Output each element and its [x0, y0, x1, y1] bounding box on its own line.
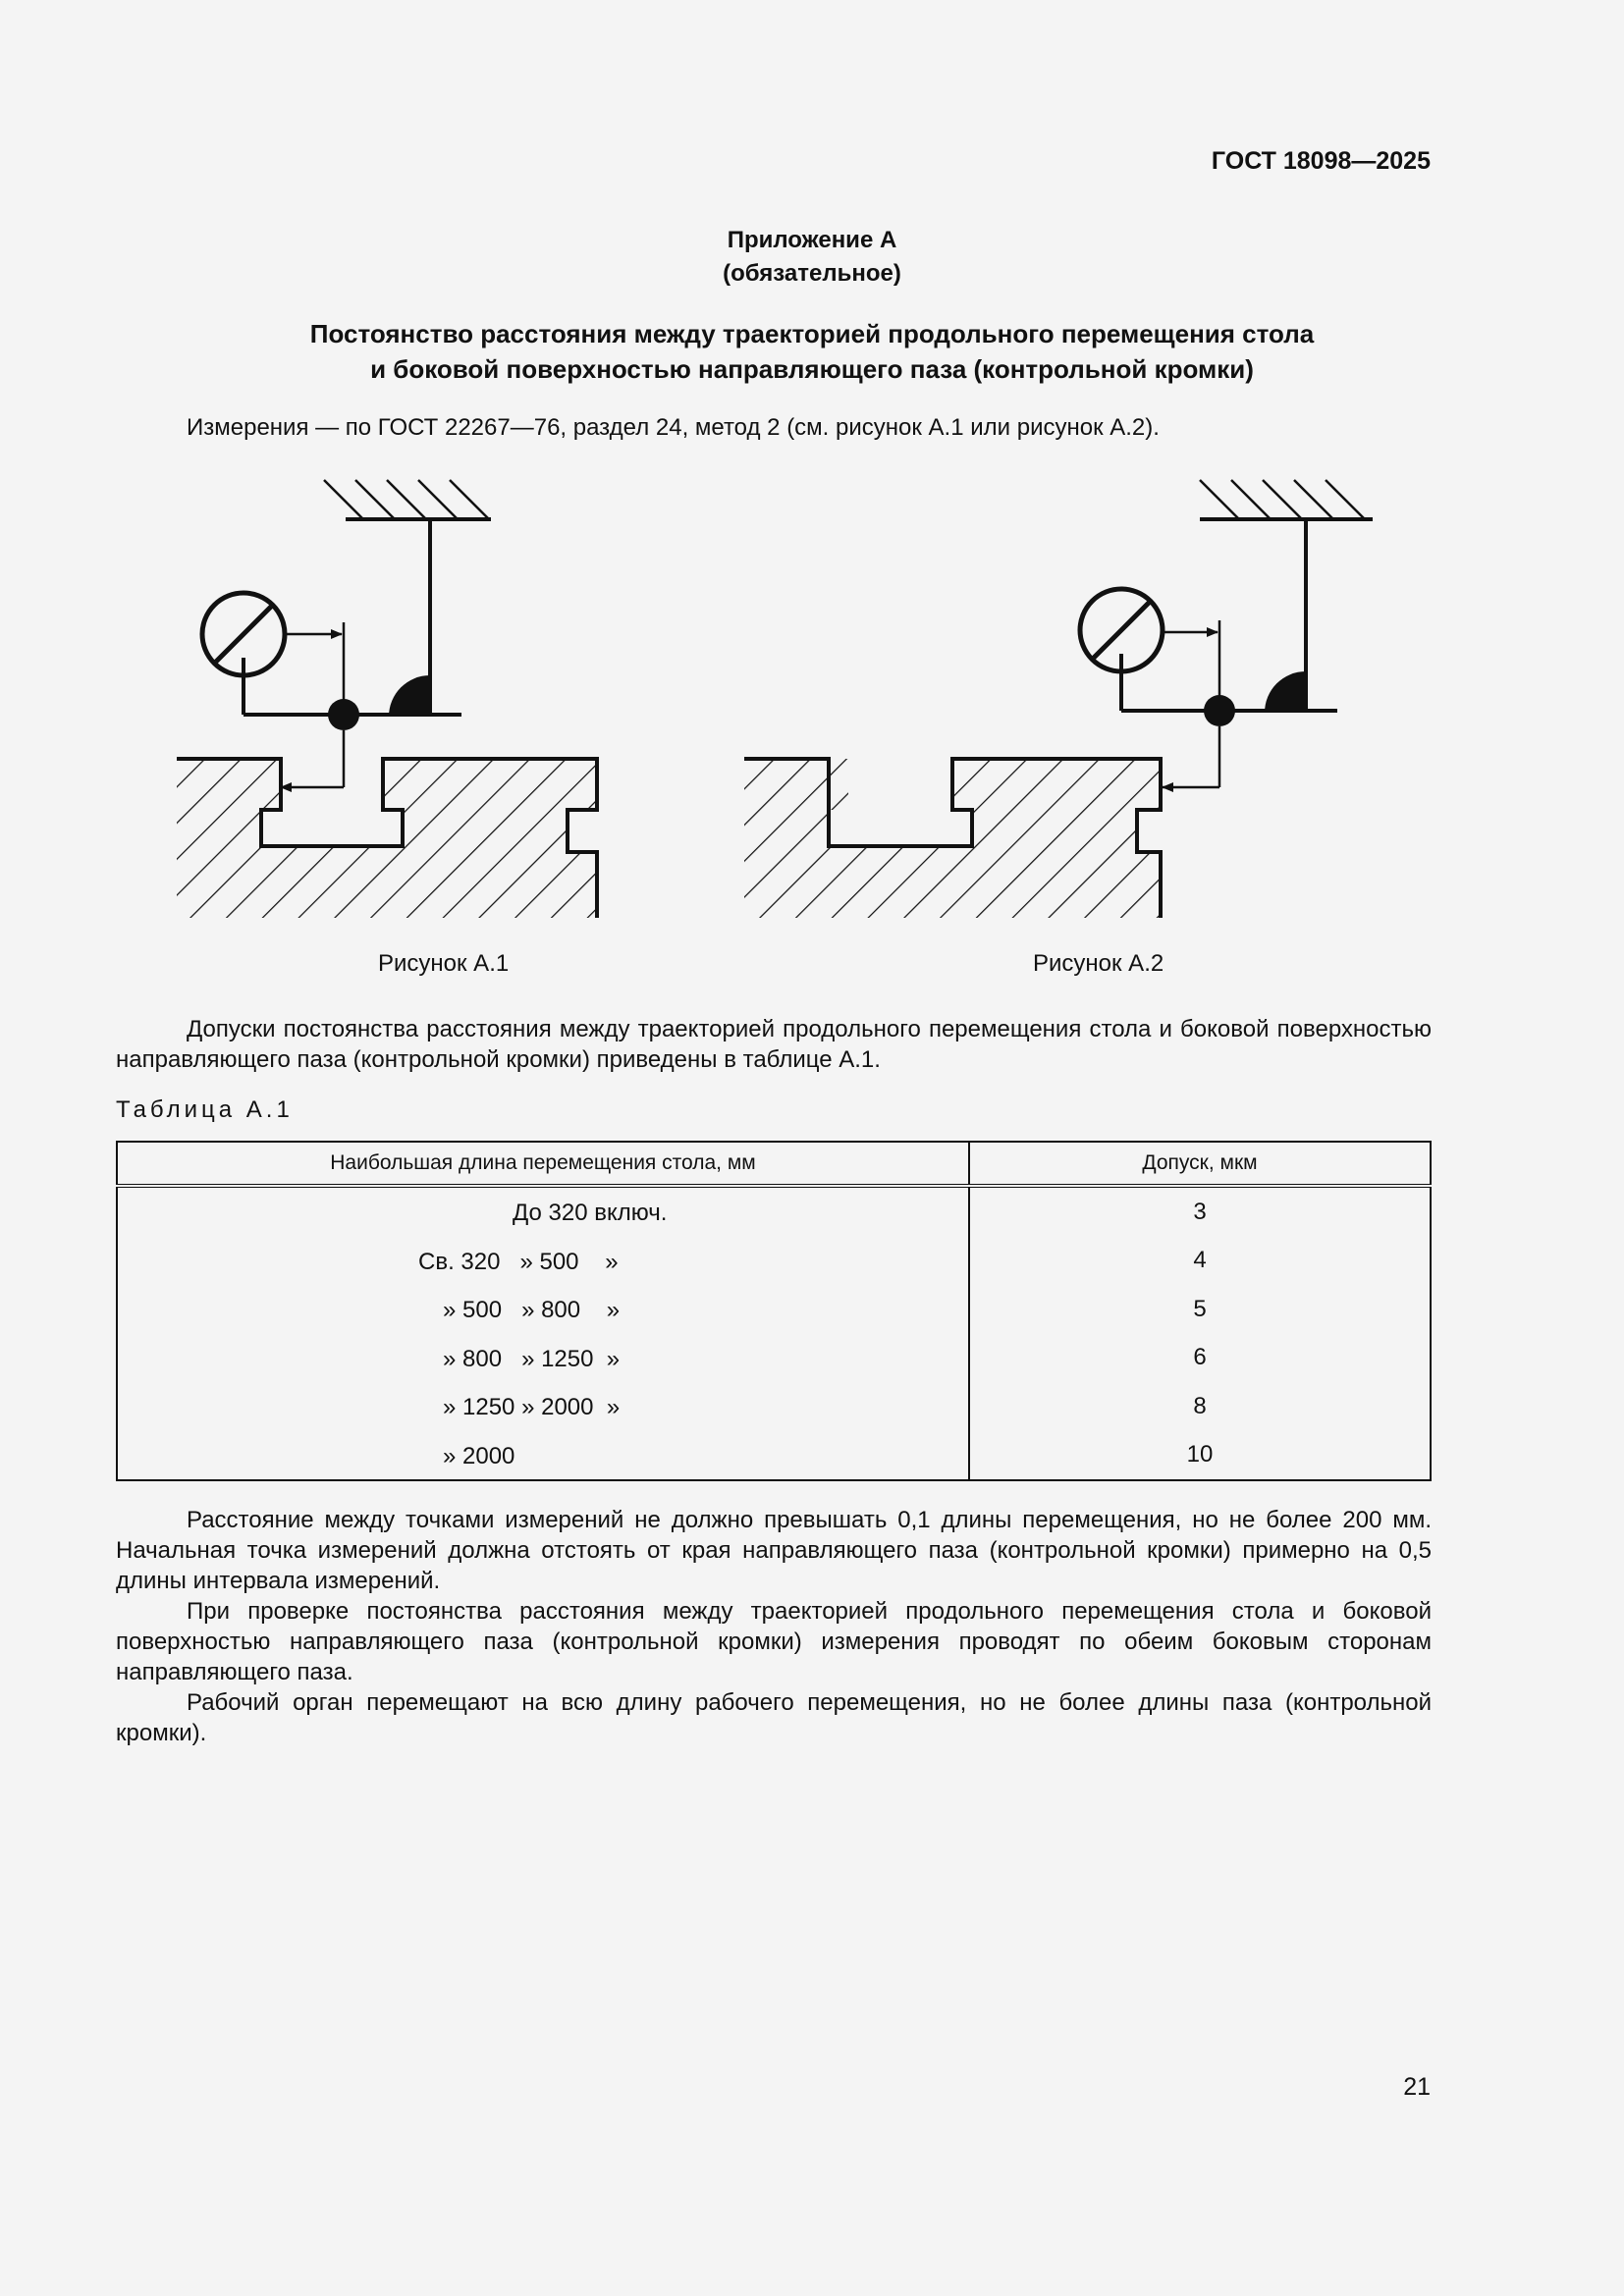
annex-title: Приложение А	[727, 227, 897, 253]
body-paragraph: Рабочий орган перемещают на всю длину рабочего перемещения, но не более длины паза (контрольной кромки).	[116, 1689, 1432, 1746]
body-paragraph: Расстояние между точками измерений не должно превышать 0,1 длины перемещения, но не более 200 мм. Начальная точка измерений должна отстоять от края направляющего паза (контрольной кромки) примерно на 0,5 длины интервала измерений.	[116, 1507, 1432, 1594]
pivot-point	[328, 699, 359, 730]
body-paragraph: При проверке постоянства расстояния между траекторией продольного перемещения стола и боковой поверхностью направляющего паза (контрольной кромки) измерения проводят по обеим боковым сторонам направляющего паза.	[116, 1598, 1432, 1685]
header-tolerance: Допуск, мкм	[969, 1142, 1431, 1186]
length-cell	[117, 1186, 969, 1237]
length-cell	[117, 1285, 969, 1334]
length-value: » 2000	[443, 1442, 515, 1469]
section-title-line-2: и боковой поверхностью направляющего паза (контрольной кромки)	[370, 354, 1254, 384]
figure-a2-caption: Рисунок А.2	[1033, 950, 1164, 977]
pivot-point	[1204, 695, 1235, 726]
figure-a1-diagram	[167, 471, 619, 923]
table-row	[117, 1431, 1431, 1481]
tolerance-paragraph: Допуски постоянства расстояния между траекторией продольного перемещения стола и боковой поверхностью направляющего паза (контрольной кромки) приведены в таблице А.1.	[116, 1016, 1432, 1073]
length-value: » 500 » 800 »	[443, 1297, 621, 1323]
length-cell	[117, 1334, 969, 1383]
tolerance-value: 10	[969, 1431, 1431, 1481]
table-row	[117, 1285, 1431, 1334]
fixed-support	[1200, 480, 1373, 519]
table-header-row	[117, 1142, 1431, 1186]
square-marker	[1265, 671, 1306, 713]
intro-paragraph: Измерения — по ГОСТ 22267—76, раздел 24, метод 2 (см. рисунок А.1 или рисунок А.2).	[187, 414, 1160, 441]
length-value: Св. 320 » 500 »	[418, 1248, 619, 1275]
table-row	[117, 1237, 1431, 1286]
length-cell	[117, 1431, 969, 1481]
table-row	[117, 1334, 1431, 1383]
figure-a1-caption: Рисунок А.1	[378, 950, 510, 977]
fixed-support	[324, 480, 491, 519]
annex-status: (обязательное)	[723, 260, 901, 287]
square-marker	[389, 675, 430, 717]
length-cell	[117, 1237, 969, 1286]
tolerance-value: 4	[969, 1237, 1431, 1286]
tolerance-table	[116, 1141, 1432, 1481]
section-title	[0, 316, 1624, 387]
tolerance-value: 5	[969, 1285, 1431, 1334]
length-value: » 800 » 1250 »	[443, 1345, 621, 1372]
figure-a2-diagram	[736, 471, 1375, 923]
section-title-line-1: Постоянство расстояния между траекторией продольного перемещения стола	[309, 319, 1315, 348]
standard-number: ГОСТ 18098—2025	[1211, 147, 1431, 175]
length-cell	[117, 1382, 969, 1431]
table-row	[117, 1382, 1431, 1431]
page-number: 21	[1403, 2073, 1431, 2101]
annex-heading	[0, 224, 1624, 291]
header-length: Наибольшая длина перемещения стола, мм	[117, 1142, 969, 1186]
tolerance-value: 3	[969, 1186, 1431, 1237]
table-section	[177, 759, 597, 918]
tolerance-value: 8	[969, 1382, 1431, 1431]
table-row	[117, 1186, 1431, 1237]
tolerance-value: 6	[969, 1334, 1431, 1383]
length-value: До 320 включ.	[513, 1200, 668, 1226]
table-caption: Таблица А.1	[116, 1096, 294, 1123]
table-section	[744, 759, 1161, 918]
length-value: » 1250 » 2000 »	[443, 1394, 621, 1420]
